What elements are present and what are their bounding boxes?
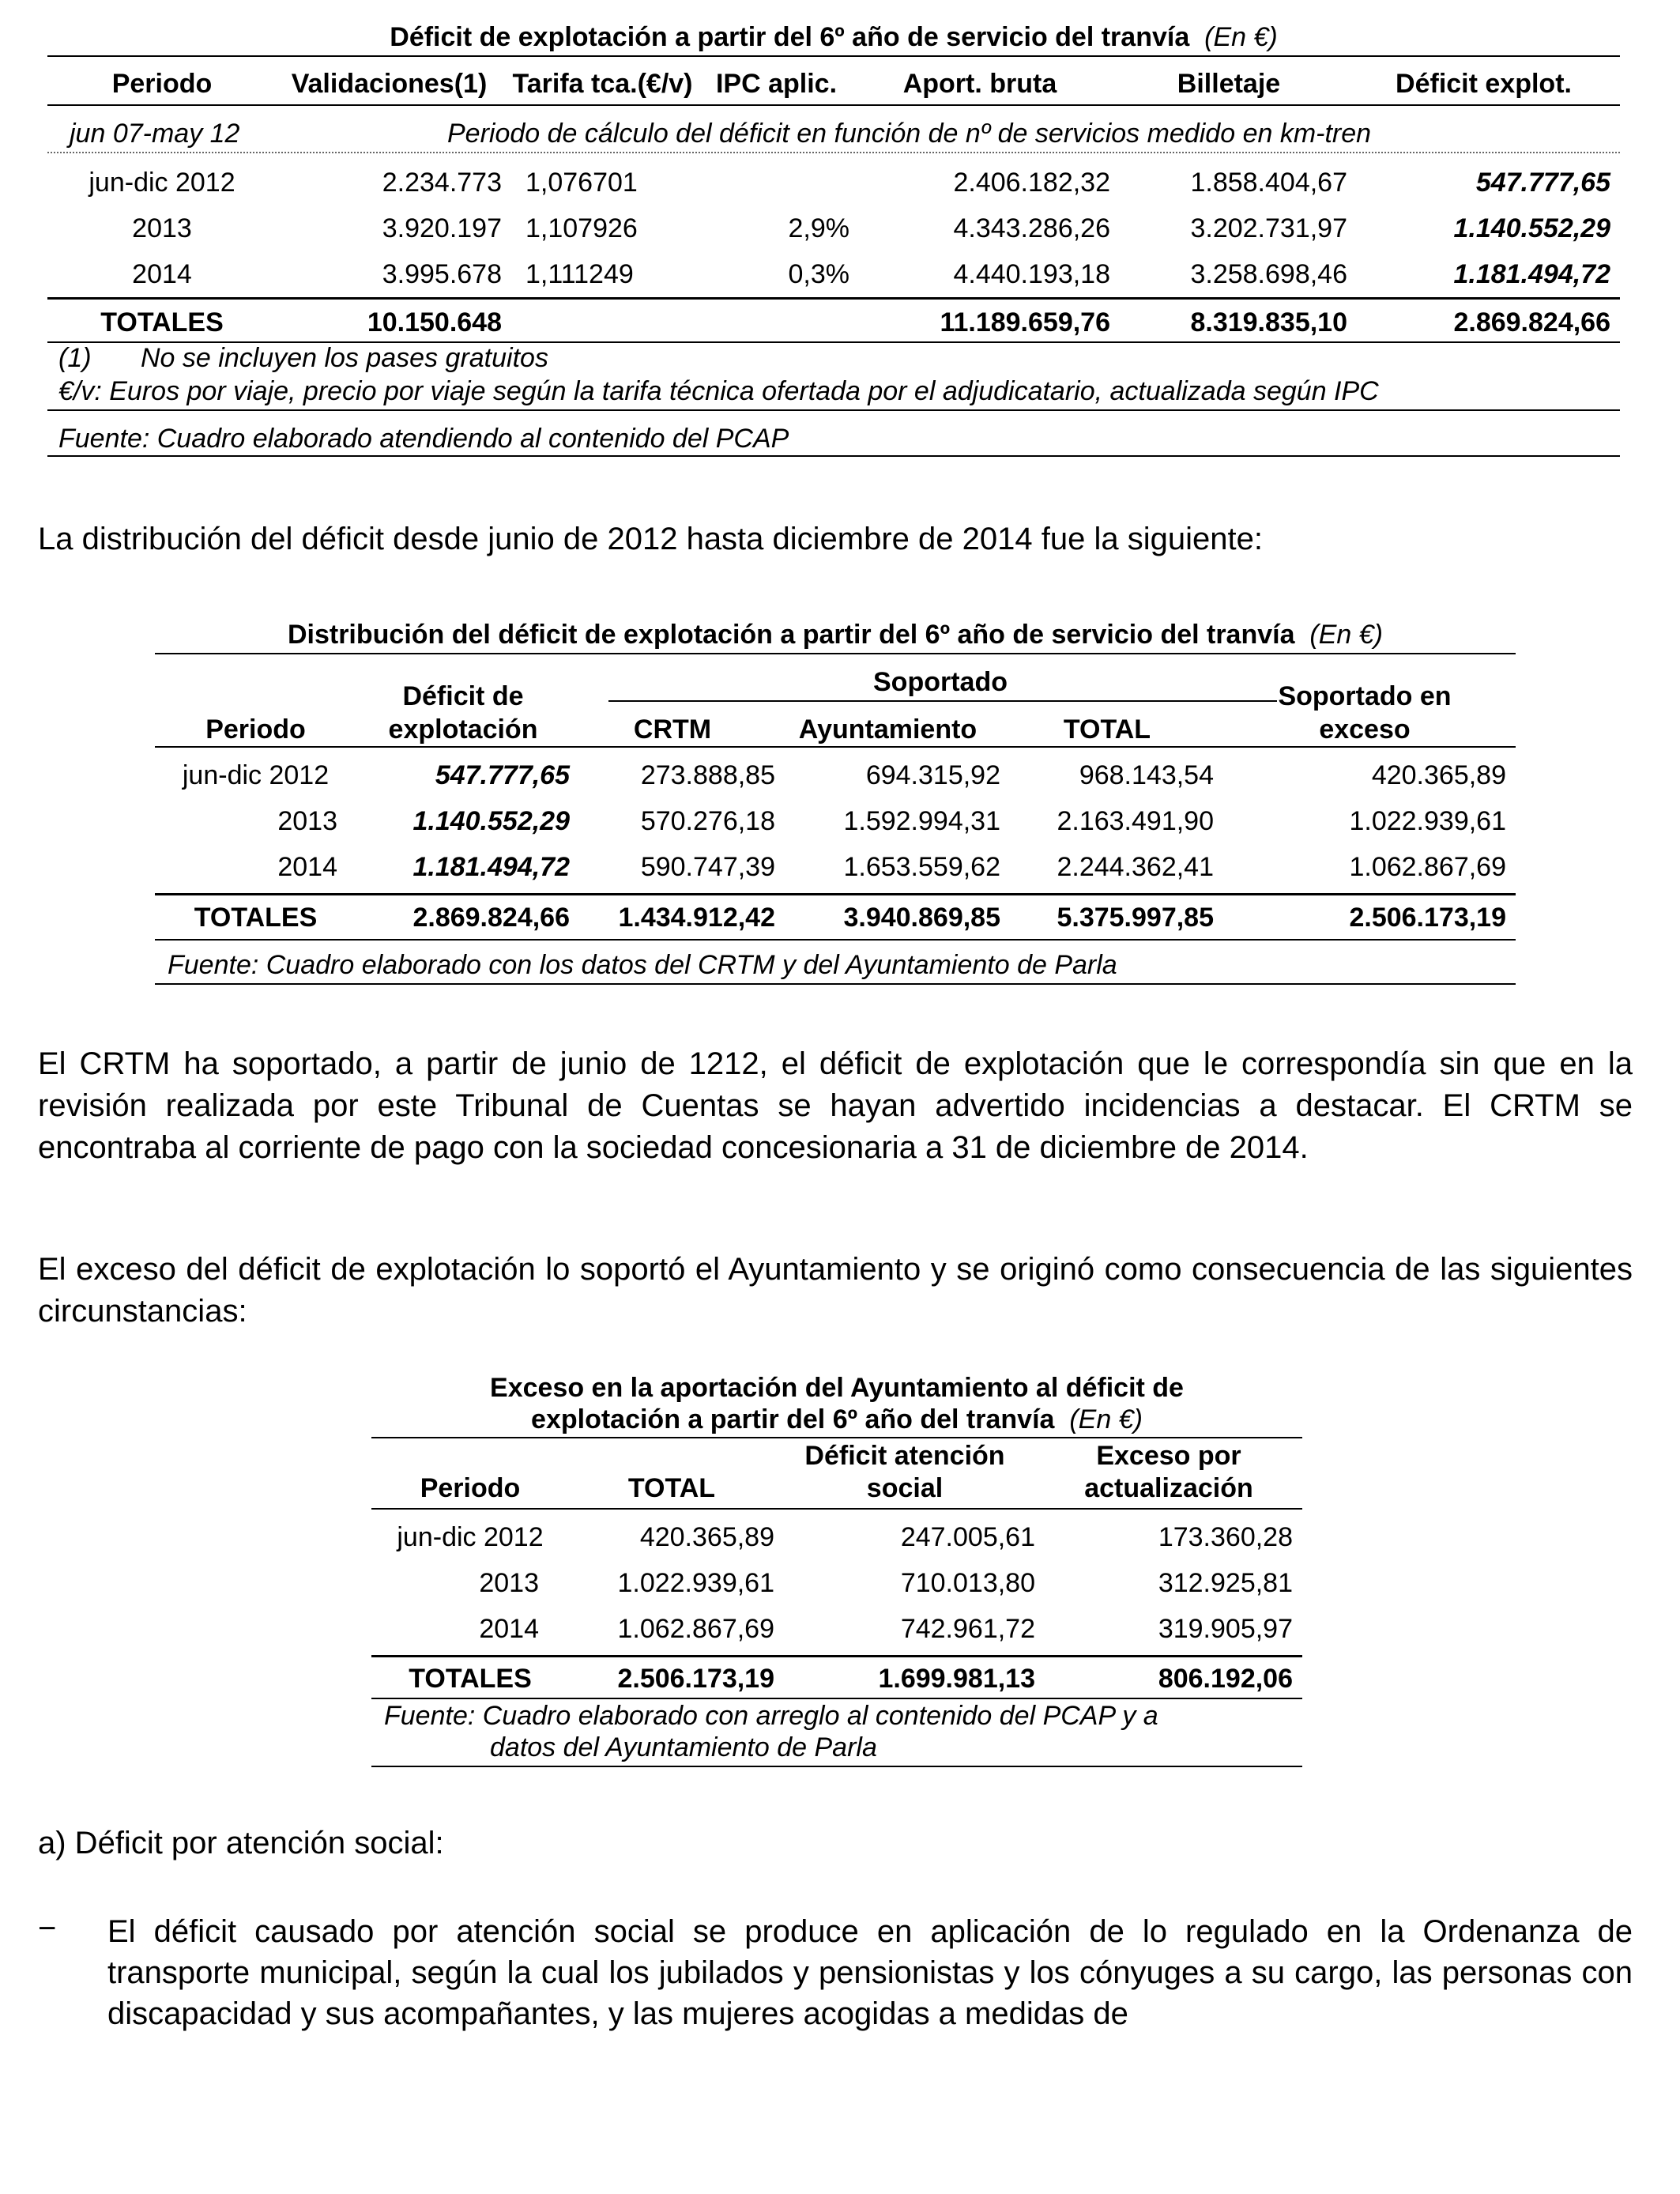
table2-cell: 968.143,54 [1079, 760, 1214, 790]
table-row [155, 752, 1516, 798]
table-row [155, 798, 1516, 844]
table2-cell: 273.888,85 [640, 760, 775, 790]
table2-top-rule [155, 653, 1516, 654]
table2-cell: 2.244.362,41 [1057, 851, 1214, 882]
table1-note2: €/v: Euros por viaje, precio por viaje según la tarifa técnica ofertada por el adjudicatario, actualizada según IPC [58, 376, 1379, 406]
table2-totals [155, 898, 1516, 937]
table-row [371, 1606, 1302, 1652]
table1-prerow-text: Periodo de cálculo del déficit en función de nº de servicios medido en km-tren [447, 119, 1372, 149]
table1-cell: 3.202.731,97 [1190, 213, 1347, 243]
table3-body [371, 1514, 1302, 1652]
table3-bottom-rule [371, 1766, 1302, 1767]
table2-header-deficit-2: explotación [388, 714, 538, 745]
table3-header-exceso-2: actualización [1084, 1472, 1253, 1503]
table2-totals-bottom-rule [155, 939, 1516, 941]
table1-header-periodo: Periodo [111, 68, 213, 99]
table3-cell: 1.022.939,61 [617, 1567, 774, 1598]
table1-cell: 1.140.552,29 [1453, 213, 1610, 243]
table1-note1-text: No se incluyen los pases gratuitos [141, 343, 548, 373]
table1-cell: 547.777,65 [1475, 167, 1610, 198]
table3-cell: 247.005,61 [900, 1521, 1035, 1552]
paragraph-distribucion: La distribución del déficit desde junio de 2012 hasta diciembre de 2014 fue la siguiente: [38, 522, 1263, 556]
table2-total-cell: 3.940.869,85 [843, 902, 1000, 933]
table3-cell: 2014 [479, 1613, 539, 1644]
table2-totals-row [155, 898, 1516, 937]
table1-title: Déficit de explotación a partir del 6º año de servicio del tranvía [390, 22, 1190, 52]
table3-cell: 420.365,89 [639, 1521, 774, 1552]
table2-header-total: TOTAL [1063, 714, 1151, 745]
table3-header-periodo: Periodo [420, 1472, 521, 1503]
table1-cell: 3.920.197 [382, 213, 502, 243]
table3-total-cell: 1.699.981,13 [878, 1663, 1035, 1694]
table1-header-validaciones: Validaciones(1) [291, 68, 488, 99]
paragraph-exceso: El exceso del déficit de explotación lo soportó el Ayuntamiento y se originó como consecuencia de las siguientes circunstancias: [38, 1252, 1633, 1329]
table3-caption [371, 1372, 1302, 1435]
table3-total-cell: 2.506.173,19 [617, 1663, 774, 1694]
table-row [371, 1514, 1302, 1560]
table2-header-deficit-1: Déficit de [402, 681, 524, 711]
table3-header-exceso-1: Exceso por [1096, 1440, 1241, 1471]
table1-header-rule [47, 104, 1620, 106]
table3-cell: 312.925,81 [1158, 1567, 1293, 1598]
table1-cell: jun-dic 2012 [89, 167, 235, 198]
section-a-heading: a) Déficit por atención social: [38, 1826, 444, 1860]
table1-unit: (En €) [1204, 22, 1278, 52]
table1-notes-rule [47, 409, 1620, 411]
table2-unit: (En €) [1309, 620, 1384, 650]
table2-cell: 1.140.552,29 [412, 805, 570, 836]
table1-total-cell [502, 303, 703, 341]
table2-header-ayuntamiento: Ayuntamiento [798, 714, 977, 745]
table3-title-1: Exceso en la aportación del Ayuntamiento al déficit de [490, 1373, 1184, 1403]
table-row [371, 1560, 1302, 1606]
table3-totals-bottom-rule [371, 1698, 1302, 1699]
table2-total-cell: 2.869.824,66 [412, 902, 570, 933]
table3-cell: 173.360,28 [1158, 1521, 1293, 1552]
table-row [47, 160, 1620, 205]
table3-totals-rule [371, 1655, 1302, 1657]
table1-cell: 2.234.773 [382, 167, 502, 198]
table1-totals-rule [47, 297, 1620, 300]
table2-header-crtm: CRTM [633, 714, 712, 745]
table3-cell: 1.062.867,69 [617, 1613, 774, 1644]
table2-caption [155, 620, 1516, 650]
table2-header-exceso-2: exceso [1319, 714, 1411, 745]
table1-cell: 2013 [132, 213, 192, 243]
table1-totals [47, 303, 1620, 341]
table2-cell: 1.653.559,62 [843, 851, 1000, 882]
table3-title-2: explotación a partir del 6º año del tranvía [531, 1404, 1055, 1434]
table1-cell: 1.181.494,72 [1453, 258, 1610, 289]
table3-cell: 2013 [479, 1567, 539, 1598]
table1-header-deficit: Déficit explot. [1396, 68, 1572, 99]
table3-cell: jun-dic 2012 [397, 1521, 544, 1552]
table1-total-cell: 10.150.648 [367, 307, 502, 337]
table1-cell: 1,107926 [525, 213, 638, 243]
table1-cell: 3.258.698,46 [1190, 258, 1347, 289]
table2-body [155, 752, 1516, 890]
table3-header-social-2: social [866, 1472, 944, 1503]
table2-cell: 420.365,89 [1371, 760, 1506, 790]
table1-cell: 0,3% [788, 258, 849, 289]
table1-cell: 1,076701 [525, 167, 638, 198]
table2-cell: 694.315,92 [865, 760, 1000, 790]
table2-total-cell: 1.434.912,42 [618, 902, 775, 933]
table2-cell: 2014 [277, 851, 337, 882]
table1-totals-row [47, 303, 1620, 341]
table1-cell: 2,9% [788, 213, 849, 243]
table3-header-total: TOTAL [627, 1472, 716, 1503]
table-row [47, 205, 1620, 251]
table1-bottom-rule [47, 455, 1620, 457]
table3-header [371, 1440, 1302, 1505]
table3-header-rule [371, 1508, 1302, 1510]
table2-header [155, 681, 1516, 747]
table3-total-cell: 806.192,06 [1158, 1663, 1293, 1694]
table2-title: Distribución del déficit de explotación a partir del 6º año de servicio del tranvía [287, 620, 1295, 650]
table1-total-cell [703, 303, 849, 341]
table3-totals [371, 1660, 1302, 1698]
table1-header-tarifa: Tarifa tca.(€/v) [512, 68, 693, 99]
table1-cell: 2014 [132, 258, 192, 289]
table2-total-cell: 2.506.173,19 [1349, 902, 1506, 933]
table1-cell: 1.858.404,67 [1190, 167, 1347, 198]
table3-total-cell: TOTALES [409, 1663, 532, 1694]
table-row [47, 251, 1620, 297]
table1 [47, 63, 1620, 104]
table3-cell: 319.905,97 [1158, 1613, 1293, 1644]
table1-cell: 4.343.286,26 [953, 213, 1110, 243]
table1-header-ipc: IPC aplic. [715, 68, 838, 99]
table1-caption [47, 22, 1620, 53]
table1-header-aport: Aport. bruta [902, 68, 1057, 99]
table1-header-billetaje: Billetaje [1177, 68, 1281, 99]
table1-prerow-rule [47, 152, 1620, 153]
table2-totals-rule [155, 893, 1516, 895]
table2-cell: 1.062.867,69 [1349, 851, 1506, 882]
table2-cell: 590.747,39 [640, 851, 775, 882]
table3-header-social-1: Déficit atención [804, 1440, 1005, 1471]
table-row [155, 844, 1516, 890]
table1-body [47, 160, 1620, 297]
table1-cell: 4.440.193,18 [953, 258, 1110, 289]
table1-cell: 2.406.182,32 [953, 167, 1110, 198]
table2-bottom-rule [155, 983, 1516, 985]
table1-total-cell: 2.869.824,66 [1453, 307, 1610, 337]
table2-cell: jun-dic 2012 [182, 760, 330, 790]
table1-top-rule [47, 55, 1620, 57]
table1-total-cell: 8.319.835,10 [1190, 307, 1347, 337]
table3-top-rule [371, 1437, 1302, 1438]
table1-total-cell: 11.189.659,76 [940, 307, 1110, 337]
bullet-text-atencion-social: El déficit causado por atención social se produce en aplicación de lo regulado en la Ordenanza de transporte municipal, según la cual los jubilados y pensionistas y los cónyuges a su cargo, las personas con discapacidad y sus acompañantes, y las mujeres acogidas a medidas de [107, 1914, 1633, 2031]
table2-cell: 547.777,65 [435, 760, 570, 790]
table2-cell: 2013 [277, 805, 337, 836]
table3-source-2: datos del Ayuntamiento de Parla [490, 1732, 877, 1762]
table2-cell: 1.592.994,31 [843, 805, 1000, 836]
table1-note1-num: (1) [58, 343, 92, 373]
table1-cell [703, 160, 849, 205]
table3-source-1: Fuente: Cuadro elaborado con arreglo al contenido del PCAP y a [384, 1701, 1158, 1731]
table3-totals-row [371, 1660, 1302, 1698]
table2-total-cell: TOTALES [194, 902, 318, 933]
table1-prerow-period: jun 07-may 12 [70, 119, 240, 149]
table1-total-cell: TOTALES [100, 307, 224, 337]
table3-unit: (En €) [1069, 1404, 1143, 1434]
table1-cell: 1,111249 [525, 258, 634, 289]
table3-cell: 710.013,80 [900, 1567, 1035, 1598]
paragraph-crtm: El CRTM ha soportado, a partir de junio de 1212, el déficit de explotación que le correspondía sin que en la revisión realizada por este Tribunal de Cuentas se hayan advertido incidencias a destacar. El CRTM se encontraba al corriente de pago con la sociedad concesionaria a 31 de diciembre de 2014. [38, 1046, 1633, 1165]
table2-header-exceso-1: Soportado en [1278, 681, 1452, 711]
table2-cell: 570.276,18 [640, 805, 775, 836]
table2-header-soportado: Soportado [873, 667, 1008, 697]
table2-cell: 1.022.939,61 [1349, 805, 1506, 836]
table2-cell: 1.181.494,72 [412, 851, 570, 882]
table2-header-rule [155, 746, 1516, 748]
table3-cell: 742.961,72 [900, 1613, 1035, 1644]
table1-source: Fuente: Cuadro elaborado atendiendo al contenido del PCAP [58, 424, 789, 454]
table2-header-periodo: Periodo [205, 714, 306, 745]
table2-total-cell: 5.375.997,85 [1057, 902, 1214, 933]
table1-cell: 3.995.678 [382, 258, 502, 289]
table2-source: Fuente: Cuadro elaborado con los datos del CRTM y del Ayuntamiento de Parla [168, 950, 1117, 980]
table2-cell: 2.163.491,90 [1057, 805, 1214, 836]
bullet-marker: − [38, 1911, 57, 1946]
